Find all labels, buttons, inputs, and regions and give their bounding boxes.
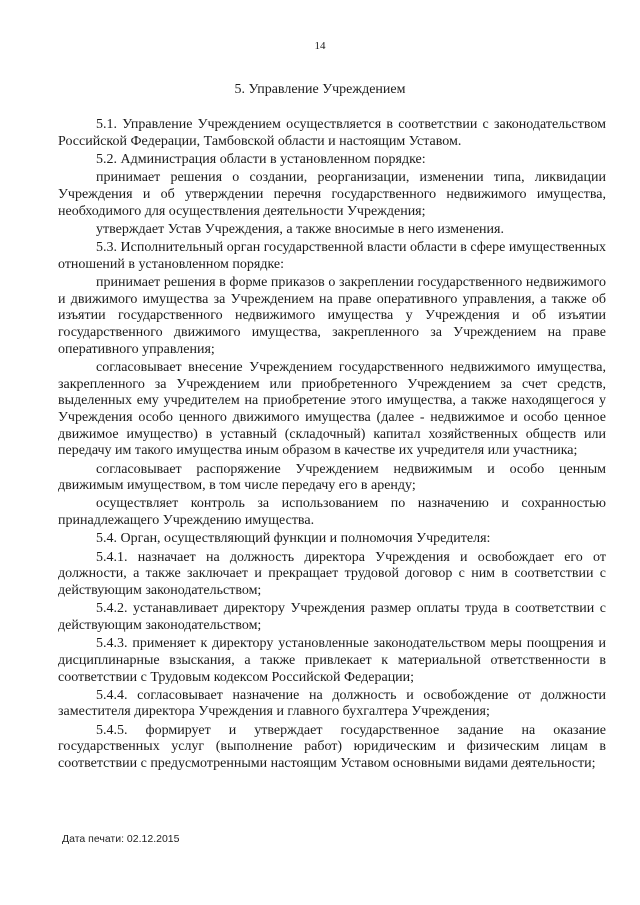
paragraph-5-3-item-4: осуществляет контроль за использованием по назначению и сохранностью принадлежащего Учреждению имущества. [58, 496, 606, 529]
paragraph-5-3-item-3: согласовывает распоряжение Учреждением недвижимым и особо ценным движимым имуществом, в том числе передачу его в аренду; [58, 461, 606, 494]
paragraph-5-4-4: 5.4.4. согласовывает назначение на должность и освобождение от должности заместителя директора Учреждения и главного бухгалтера Учреждения; [58, 687, 606, 720]
paragraph-5-4-2: 5.4.2. устанавливает директору Учреждения размер оплаты труда в соответствии с действующим законодательством; [58, 601, 606, 633]
paragraph-5-3-item-1: принимает решения в форме приказов о закреплении государственного недвижимого и движимого имущества за Учреждением на праве оперативного управления, а также об изъятии государственного недвижимого имущества у Учреждения и об изъятии государственного движимого имущества, закрепленного за Учреждением на праве оперативного управления; [58, 274, 606, 357]
paragraph-5-3-item-2: согласовывает внесение Учреждением государственного недвижимого имущества, закрепленного за Учреждением или приобретенного Учреждением за счет средств, выделенных ему учредителем на приобретение этого имущества, а также находящегося у Учреждения особо ценного движимого имущества (далее - недвижимое и особо ценное движимое имущество) в уставный (складочный) капитал хозяйственных обществ или передачу им такого имущества иным образом в качестве их учредителя или участника; [58, 359, 606, 459]
section-title: 5. Управление Учреждением [234, 82, 406, 97]
document-body [58, 117, 606, 774]
paragraph-5-3: 5.3. Исполнительный орган государственной власти области в сфере имущественных отношений в установленном порядке: [58, 239, 606, 272]
paragraph-5-4-1: 5.4.1. назначает на должность директора Учреждения и освобождает его от должности, а также заключает и прекращает трудовой договор с ним в соответствии с действующим законодательством; [58, 549, 606, 598]
paragraph-5-4-3: 5.4.3. применяет к директору установленные законодательством меры поощрения и дисциплинарные взыскания, а также привлекает к материальной ответственности в соответствии с Трудовым кодексом Российской Федерации; [58, 636, 606, 685]
paragraph-5-4-5: 5.4.5. формирует и утверждает государственное задание на оказание государственных услуг (выполнение работ) юридическим и физическим лицам в соответствии с предусмотренными настоящим Уставом основными видами деятельности; [58, 722, 606, 772]
page-number: 14 [314, 40, 326, 52]
paragraph-5-4: 5.4. Орган, осуществляющий функции и полномочия Учредителя: [96, 531, 491, 547]
paragraph-5-2: 5.2. Администрация области в установленном порядке: [96, 151, 426, 167]
print-date-footer: Дата печати: 02.12.2015 [62, 833, 180, 845]
paragraph-5-1: 5.1. Управление Учреждением осуществляется в соответствии с законодательством Российской Федерации, Тамбовской области и настоящим Уставом. [58, 117, 606, 149]
paragraph-5-2-item-2: утверждает Устав Учреждения, а также вносимые в него изменения. [96, 221, 504, 237]
paragraph-5-2-item-1: принимает решения о создании, реорганизации, изменении типа, ликвидации Учреждения и об утверждении перечня государственного недвижимого имущества, необходимого для осуществления деятельности Учреждения; [58, 170, 606, 219]
